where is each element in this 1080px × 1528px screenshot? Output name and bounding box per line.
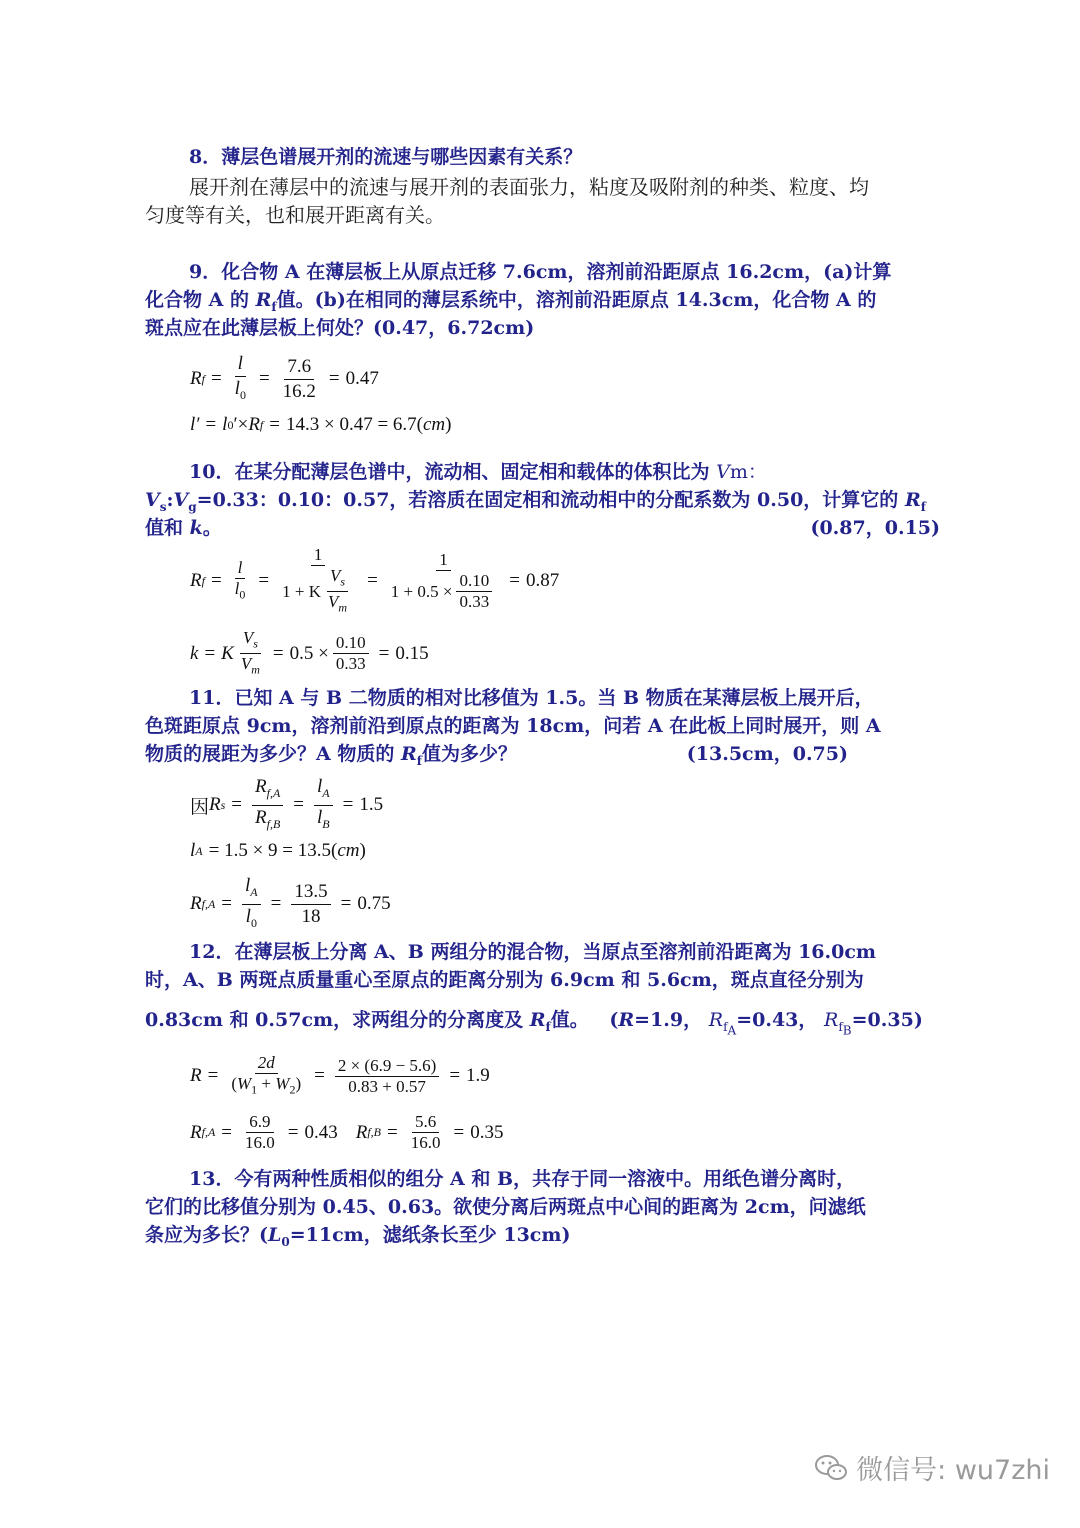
q10-answer: (0.87，0.15) <box>810 517 940 539</box>
q9-line2: 化合物 A 的 $R_f$值。(b)在相同的薄层系统中，溶剂前沿距原点 14.3cm，化合物 A 的 <box>145 289 877 314</box>
q10-line2: $V_s:V_g=0.33$：0.10：0.57，若溶质在固定相和流动相中的分配系数为 0.50，计算它的 $R_f$ <box>145 489 926 514</box>
watermark <box>814 1448 1050 1487</box>
wechat-icon <box>814 1453 848 1483</box>
q12-eq-r: R = $\frac{2d}{(W_1 + W_2)}$ = $\frac{2 \times (6.9 - 5.6)}{0.83 + 0.57}$ = 1.9 <box>190 1053 490 1097</box>
q9-eq-l: l′ = l 0 ′× R f = 14.3 × 0.47 = 6.7( cm ) <box>190 414 452 435</box>
q9-line1: 9．化合物 A 在薄层板上从原点迁移 7.6cm，溶剂前沿距原点 16.2cm，(a)计算 <box>189 261 892 283</box>
q10-line1: 10．在某分配薄层色谱中，流动相、固定相和载体的体积比为 Vm： <box>189 461 767 483</box>
q13-line2: 它们的比移值分别为 0.45、0.63。欲使分离后两斑点中心间的距离为 2cm，问滤纸 <box>145 1196 866 1218</box>
q12-eq-rf: R f,A = $\frac{6.9}{16.0}$ = 0.43 R f,B = $\frac{5.6}{16.0}$ = 0.35 <box>190 1112 504 1152</box>
q11-eq-rfa: R f,A = $\frac{l_A}{l_0}$ = $\frac{13.5}{18}$ = 0.75 <box>190 875 391 930</box>
q8-body-line1: 展开剂在薄层中的流速与展开剂的表面张力，粘度及吸附剂的种类、粒度、均 <box>189 175 869 199</box>
q12-line1: 12．在薄层板上分离 A、B 两组分的混合物，当原点至溶剂前沿距离为 16.0cm <box>189 941 877 963</box>
q11-answer: (13.5cm，0.75) <box>686 743 848 765</box>
q10-eq-rf: R f = $\frac{l}{l_0}$ = 1 1 + K $\frac{V_s}{V_m}$ = 1 1 + 0.5 × $\frac{0.10}{0.33}$ = 0.87 <box>190 545 560 615</box>
q8-body-line2: 匀度等有关，也和展开距离有关。 <box>145 203 445 227</box>
q9-eq-rf: R f = $\frac{l}{l_0}$ = $\frac{7.6}{16.2}$ = 0.47 <box>190 353 379 402</box>
q12-line2: 时，A、B 两斑点质量重心至原点的距离分别为 6.9cm 和 5.6cm，斑点直径分别为 <box>145 969 864 991</box>
q11-eq-la: l A = 1.5 × 9 = 13.5( cm ) <box>190 840 366 861</box>
q13-line1: 13．今有两种性质相似的组分 A 和 B，共存于同一溶液中。用纸色谱分离时， <box>189 1168 856 1190</box>
q13-line3: 条应为多长？($L_0=11cm$，滤纸条长至少 13cm) <box>145 1224 571 1249</box>
q11-line1: 11．已知 A 与 B 二物质的相对比移值为 1.5。当 B 物质在某薄层板上展开后， <box>189 687 874 709</box>
q11-eq-rs: 因 R s = $\frac{R_{f,A}}{R_{f,B}}$ = $\frac{l_A}{l_B}$ = 1.5 <box>190 776 384 831</box>
q10-eq-k: k = K $\frac{V_s}{V_m}$ = 0.5 × $\frac{0.10}{0.33}$ = 0.15 <box>190 628 429 677</box>
q9-line3: 斑点应在此薄层板上何处？(0.47，6.72cm) <box>145 317 535 339</box>
q12-line3: 0.83cm 和 0.57cm，求两组分的分离度及 $R_f$值。 (R=1.9， $R_{f_A}=0.43$， $R_{f_B}=0.35$) <box>145 1009 923 1038</box>
q11-line3: 物质的展距为多少？A 物质的 $R_f$值为多少？ (13.5cm，0.75) <box>145 740 940 775</box>
q11-line2: 色斑距原点 9cm，溶剂前沿到原点的距离为 18cm，问若 A 在此板上同时展开，则 A <box>145 715 881 737</box>
q10-line3: 值和 k。 (0.87，0.15) <box>145 514 940 542</box>
watermark-text: 微信号: wu7zhi <box>856 1455 1050 1486</box>
q8-title: 8．薄层色谱展开剂的流速与哪些因素有关系？ <box>189 146 583 168</box>
